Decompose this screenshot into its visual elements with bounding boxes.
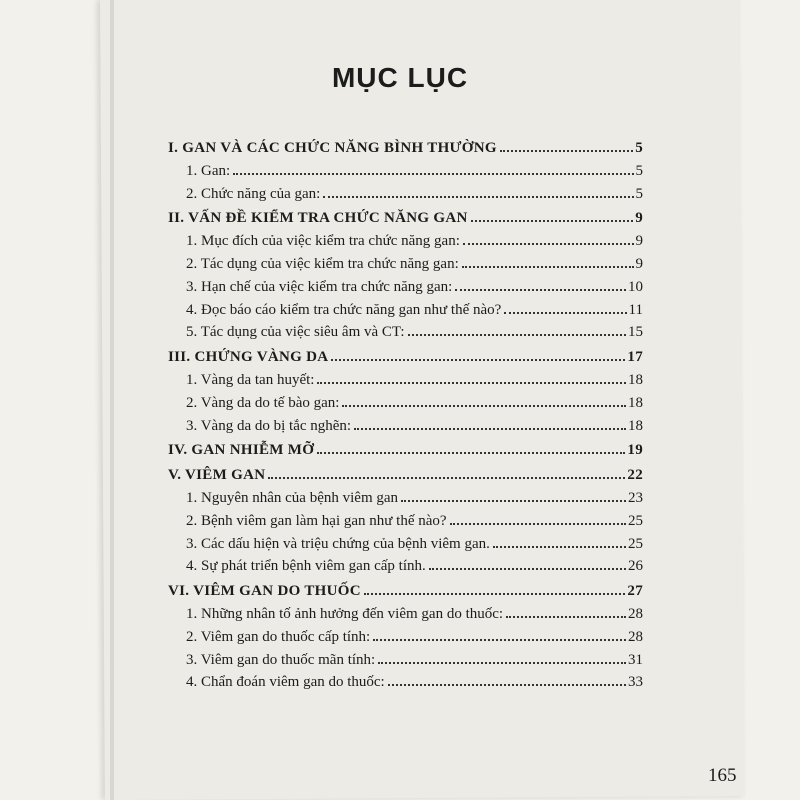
dot-leader [268, 477, 625, 479]
dot-leader [233, 173, 633, 175]
toc-section [168, 583, 643, 606]
toc-page-number: 28 [628, 628, 643, 645]
toc-label: 2. Bệnh viêm gan làm hại gan như thế nào? [186, 512, 447, 529]
toc-page-number: 26 [628, 558, 643, 575]
toc-label: 3. Hạn chế của việc kiểm tra chức năng gan: [186, 278, 453, 295]
toc-label: 3. Viêm gan do thuốc mãn tính: [186, 651, 376, 668]
toc-page-number: 18 [628, 394, 643, 411]
toc-page-number: 9 [635, 233, 643, 250]
toc-label: 1. Nguyên nhân của bệnh viêm gan [186, 489, 399, 506]
toc-item [168, 513, 643, 536]
dot-leader [354, 428, 626, 430]
toc-label: 1. Vàng da tan huyết: [186, 371, 315, 388]
toc-label: 5. Tác dụng của việc siêu âm và CT: [186, 324, 405, 341]
toc-label: 2. Tác dụng của việc kiểm tra chức năng gan: [186, 255, 459, 272]
toc-page-number: 25 [628, 535, 643, 552]
dot-leader [463, 243, 634, 245]
toc-page-number: 5 [635, 185, 643, 202]
dot-leader [378, 662, 626, 664]
dot-leader [388, 684, 626, 686]
toc-section [168, 467, 643, 490]
toc-label: 2. Vàng da do tế bào gan: [186, 394, 340, 411]
dot-leader [471, 220, 634, 222]
toc-page-number: 5 [635, 140, 643, 156]
dot-leader [455, 289, 626, 291]
toc-page-number: 9 [635, 210, 643, 227]
toc-item [168, 558, 643, 581]
toc-label: 4. Chẩn đoán viêm gan do thuốc: [186, 674, 385, 691]
dot-leader [504, 312, 626, 314]
dot-leader [429, 568, 626, 570]
dot-leader [506, 616, 626, 618]
toc-page-number: 33 [628, 674, 643, 691]
toc-label: 1. Mục đích của việc kiểm tra chức năng gan: [186, 233, 460, 250]
toc-label: 3. Vàng da do bị tắc nghẽn: [186, 417, 352, 434]
toc-item [168, 418, 643, 441]
toc-label: II. VẤN ĐỀ KIỂM TRA CHỨC NĂNG GAN [168, 210, 468, 227]
toc-page-number: 15 [628, 324, 643, 341]
toc-page-number: 5 [635, 162, 643, 179]
toc-page-number: 9 [635, 255, 643, 272]
dot-leader [408, 334, 627, 336]
toc-page-number: 10 [628, 278, 643, 295]
toc-page-number: 27 [627, 583, 643, 600]
toc-section [168, 349, 643, 372]
toc-page-number: 28 [628, 605, 643, 622]
toc-item [168, 372, 643, 395]
table-of-contents [168, 140, 643, 697]
toc-label: 4. Đọc báo cáo kiểm tra chức năng gan như thế nào? [186, 301, 502, 318]
toc-page-number: 31 [628, 651, 643, 668]
toc-item [168, 536, 643, 559]
toc-label: 2. Viêm gan do thuốc cấp tính: [186, 628, 371, 645]
toc-item [168, 652, 643, 675]
toc-page-number: 22 [627, 467, 643, 484]
dot-leader [462, 266, 634, 268]
toc-label: IV. GAN NHIỄM MỠ [168, 442, 315, 459]
toc-label: 1. Gan: [186, 162, 231, 179]
toc-label: 2. Chức năng của gan: [186, 185, 321, 202]
toc-label: 1. Những nhân tố ảnh hưởng đến viêm gan do thuốc: [186, 605, 504, 622]
toc-label: 4. Sự phát triển bệnh viêm gan cấp tính. [186, 558, 426, 575]
page-number: 165 [708, 765, 737, 786]
dot-leader [373, 639, 626, 641]
dot-leader [323, 196, 633, 198]
toc-label: I. GAN VÀ CÁC CHỨC NĂNG BÌNH THƯỜNG [168, 140, 497, 156]
toc-item [168, 186, 643, 209]
toc-page-number: 18 [628, 417, 643, 434]
toc-item [168, 279, 643, 302]
toc-item [168, 629, 643, 652]
dot-leader [317, 382, 626, 384]
toc-label: VI. VIÊM GAN DO THUỐC [168, 583, 361, 600]
dot-leader [500, 150, 633, 152]
dot-leader [342, 405, 626, 407]
toc-item [168, 302, 643, 325]
dot-leader [331, 359, 625, 361]
toc-section [168, 442, 643, 465]
toc-item [168, 324, 643, 347]
toc-item [168, 256, 643, 279]
dot-leader [364, 593, 626, 595]
toc-item [168, 606, 643, 629]
toc-label: 3. Các dấu hiện và triệu chứng của bệnh viêm gan. [186, 535, 490, 552]
dot-leader [317, 452, 625, 454]
toc-item [168, 395, 643, 418]
toc-item [168, 490, 643, 513]
page-edge [110, 0, 114, 800]
toc-page-number: 19 [627, 442, 643, 459]
toc-label: V. VIÊM GAN [168, 467, 266, 484]
toc-item [168, 163, 643, 186]
dot-leader [450, 523, 626, 525]
dot-leader [401, 500, 626, 502]
dot-leader [493, 546, 626, 548]
toc-page-number: 23 [628, 489, 643, 506]
toc-label: III. CHỨNG VÀNG DA [168, 349, 329, 366]
toc-section [168, 210, 643, 233]
page-title: MỤC LỤC [331, 62, 469, 93]
toc-item [168, 233, 643, 256]
toc-section [168, 140, 643, 163]
toc-page-number: 17 [627, 349, 643, 366]
toc-page-number: 25 [628, 512, 643, 529]
toc-item [168, 674, 643, 697]
toc-page-number: 11 [628, 301, 643, 318]
toc-page-number: 18 [628, 371, 643, 388]
